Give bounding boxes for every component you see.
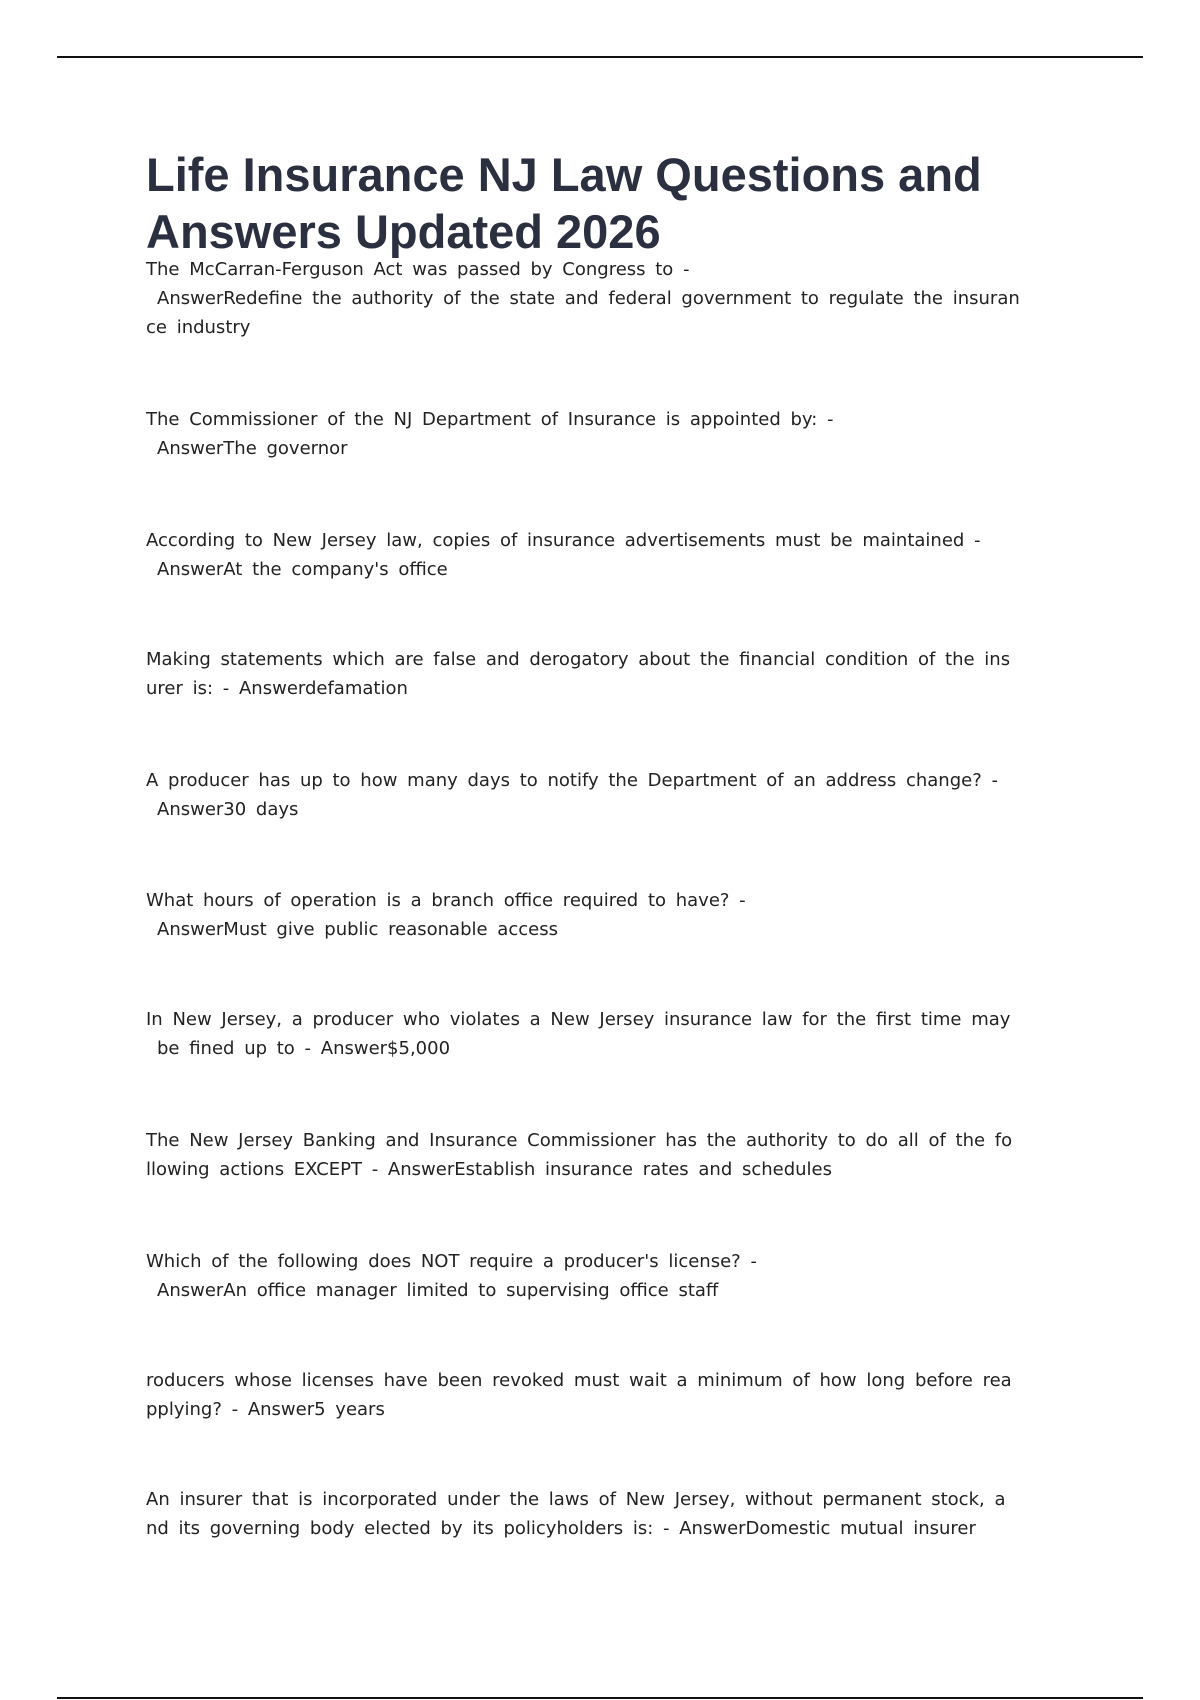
qa-answer-line: AnswerMust give public reasonable access <box>157 919 558 940</box>
qa-answer-line: Answer30 days <box>157 799 299 820</box>
qa-question-line: In New Jersey, a producer who violates a New Jersey insurance law for the first time may <box>146 1009 1011 1030</box>
qa-item <box>146 255 1051 342</box>
qa-item <box>146 405 1051 463</box>
qa-question-line: The Commissioner of the NJ Department of Insurance is appointed by: - <box>146 409 834 430</box>
qa-question-line: What hours of operation is a branch office required to have? - <box>146 890 746 911</box>
qa-item <box>146 645 1051 703</box>
qa-item <box>146 1366 1051 1424</box>
qa-answer-line: be fined up to - Answer$5,000 <box>157 1038 451 1059</box>
qa-question-line: Making statements which are false and derogatory about the financial condition of the ins <box>146 649 1011 670</box>
title-line-1: Life Insurance NJ Law Questions and <box>146 148 982 201</box>
qa-answer-line: AnswerAn office manager limited to supervising office staff <box>157 1280 719 1301</box>
qa-item <box>146 1005 1051 1063</box>
title-line-2: Answers Updated 2026 <box>146 205 661 258</box>
qa-answer-line: llowing actions EXCEPT - AnswerEstablish insurance rates and schedules <box>146 1159 833 1180</box>
qa-question-line: The McCarran-Ferguson Act was passed by Congress to - <box>146 259 690 280</box>
qa-answer-line: ce industry <box>146 317 251 338</box>
qa-question-line: roducers whose licenses have been revoked must wait a minimum of how long before rea <box>146 1370 1012 1391</box>
qa-answer-line: AnswerThe governor <box>157 438 348 459</box>
qa-item <box>146 1485 1051 1543</box>
qa-item <box>146 1247 1051 1305</box>
qa-answer-line: nd its governing body elected by its policyholders is: - AnswerDomestic mutual insurer <box>146 1518 976 1539</box>
qa-item <box>146 886 1051 944</box>
qa-question-line: A producer has up to how many days to notify the Department of an address change? - <box>146 770 998 791</box>
qa-question-line: Which of the following does NOT require a producer's license? - <box>146 1251 757 1272</box>
qa-answer-line: pplying? - Answer5 years <box>146 1399 385 1420</box>
qa-answer-line: urer is: - Answerdefamation <box>146 678 408 699</box>
top-rule <box>57 56 1143 58</box>
qa-question-line: An insurer that is incorporated under the laws of New Jersey, without permanent stock, a <box>146 1489 1006 1510</box>
qa-item <box>146 526 1051 584</box>
bottom-rule <box>57 1697 1143 1699</box>
qa-question-line: The New Jersey Banking and Insurance Commissioner has the authority to do all of the fo <box>146 1130 1013 1151</box>
document-title <box>146 146 1066 260</box>
qa-answer-line: AnswerAt the company's office <box>157 559 448 580</box>
qa-answer-line: AnswerRedefine the authority of the state and federal government to regulate the insuran <box>157 288 1020 309</box>
qa-question-line: According to New Jersey law, copies of insurance advertisements must be maintained - <box>146 530 981 551</box>
qa-item <box>146 1126 1051 1184</box>
qa-item <box>146 766 1051 824</box>
